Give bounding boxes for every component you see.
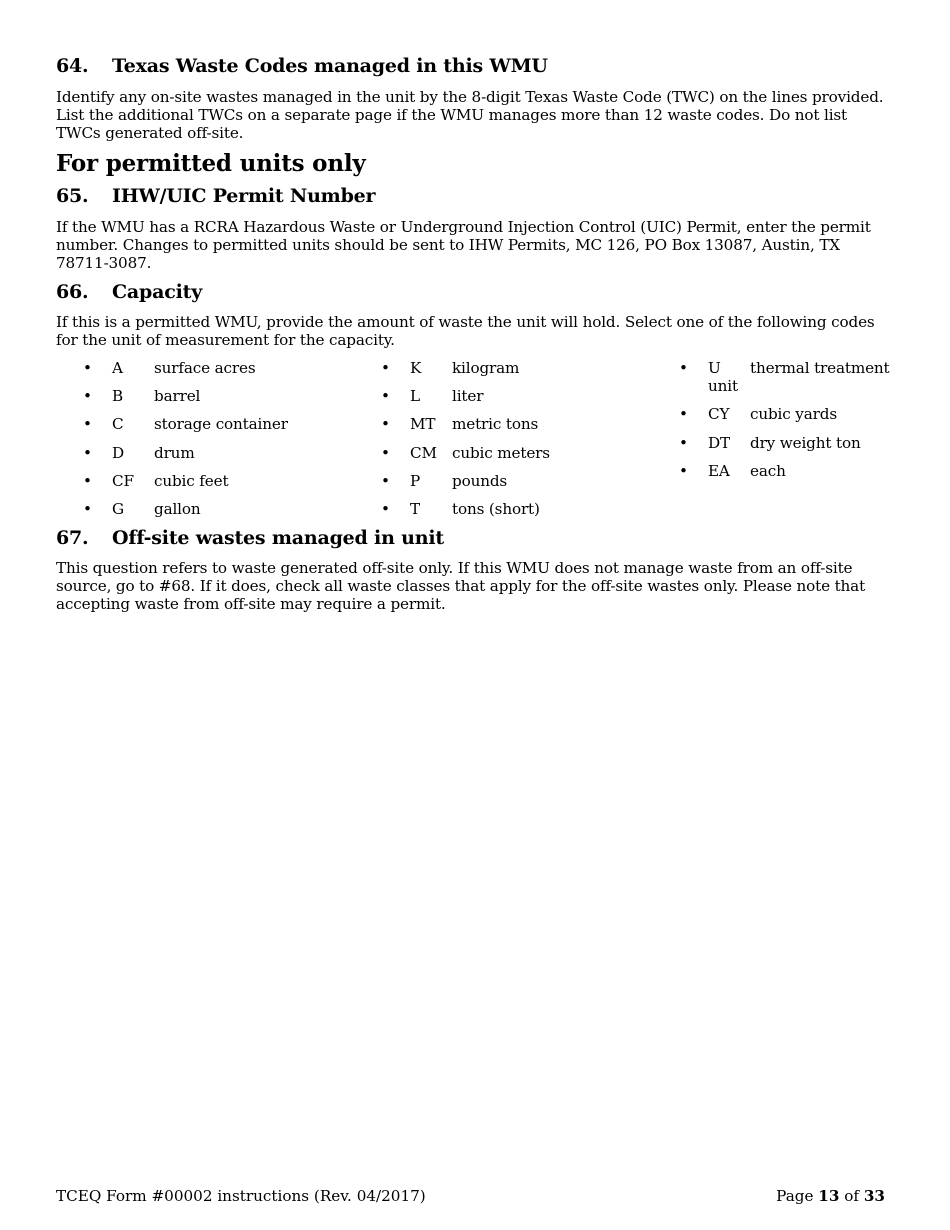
capacity-code-item bbox=[652, 405, 892, 423]
capacity-code: C bbox=[112, 415, 124, 434]
bullet-icon: • bbox=[83, 500, 92, 519]
section-64-body: Identify any on-site wastes managed in the unit by the 8-digit Texas Waste Code (TWC) on the lines provided. List the additional TWCs on a separate page if the WMU manages more than 12 waste codes. Do not list TWCs generated off-site. bbox=[56, 88, 884, 143]
section-64-title: Texas Waste Codes managed in this WMU bbox=[112, 55, 548, 77]
bullet-icon: • bbox=[83, 359, 92, 377]
bullet-icon: • bbox=[381, 471, 390, 490]
capacity-code-item bbox=[652, 462, 892, 480]
capacity-code-label: tons (short) bbox=[452, 500, 540, 519]
capacity-code-label: cubic feet bbox=[154, 471, 229, 490]
section-65-heading bbox=[56, 185, 375, 207]
section-66-heading bbox=[56, 281, 202, 303]
capacity-code: L bbox=[410, 387, 420, 406]
capacity-code-label: gallon bbox=[154, 500, 201, 519]
capacity-code-item bbox=[354, 359, 652, 377]
capacity-code-item bbox=[652, 359, 892, 395]
capacity-code-label: cubic meters bbox=[452, 443, 550, 462]
bullet-icon: • bbox=[83, 443, 92, 462]
section-66-number: 66. bbox=[56, 281, 89, 303]
section-64-heading bbox=[56, 55, 548, 77]
capacity-code: B bbox=[112, 387, 124, 406]
capacity-code-label: cubic yards bbox=[750, 405, 837, 424]
footer-page-current: 13 bbox=[818, 1187, 840, 1205]
bullet-icon: • bbox=[679, 359, 688, 377]
footer-page-number bbox=[776, 1187, 885, 1205]
bullet-icon: • bbox=[679, 405, 688, 424]
bullet-icon: • bbox=[381, 500, 390, 519]
section-66-title: Capacity bbox=[112, 281, 203, 303]
capacity-code: CY bbox=[708, 405, 730, 424]
footer-form-id: TCEQ Form #00002 instructions (Rev. 04/2017) bbox=[56, 1187, 426, 1205]
capacity-codes-column-1 bbox=[56, 359, 354, 528]
capacity-code: U bbox=[708, 359, 721, 377]
capacity-codes-column-3 bbox=[652, 359, 892, 490]
bullet-icon: • bbox=[381, 443, 390, 462]
capacity-code-item bbox=[354, 415, 652, 433]
capacity-code: DT bbox=[708, 433, 731, 452]
section-67-title: Off-site wastes managed in unit bbox=[112, 527, 444, 549]
capacity-code-item bbox=[56, 359, 354, 377]
bullet-icon: • bbox=[679, 461, 688, 480]
capacity-code: MT bbox=[410, 415, 436, 434]
footer-page-total: 33 bbox=[863, 1187, 885, 1205]
footer-of-word: of bbox=[844, 1187, 860, 1205]
capacity-code-label: kilogram bbox=[452, 359, 520, 377]
capacity-code-item bbox=[354, 387, 652, 405]
capacity-code-item bbox=[56, 387, 354, 405]
capacity-code-item bbox=[354, 472, 652, 490]
capacity-code-label: pounds bbox=[452, 471, 508, 490]
capacity-code-label: surface acres bbox=[154, 359, 256, 377]
permitted-units-heading: For permitted units only bbox=[56, 150, 366, 177]
capacity-code-label: metric tons bbox=[452, 415, 539, 434]
capacity-code-item bbox=[56, 444, 354, 462]
section-67-number: 67. bbox=[56, 527, 89, 549]
capacity-code-label: storage container bbox=[154, 415, 288, 434]
capacity-code-label: thermal treatment unit bbox=[708, 359, 890, 396]
capacity-code-item bbox=[56, 500, 354, 518]
section-65-number: 65. bbox=[56, 185, 89, 207]
bullet-icon: • bbox=[679, 433, 688, 452]
capacity-code: D bbox=[112, 443, 125, 462]
capacity-code-item bbox=[56, 472, 354, 490]
bullet-icon: • bbox=[83, 387, 92, 406]
capacity-code-label: liter bbox=[452, 387, 484, 406]
capacity-code-item bbox=[56, 415, 354, 433]
section-65-body: If the WMU has a RCRA Hazardous Waste or Underground Injection Control (UIC) Permit, enter the permit number. Changes to permitted units should be sent to IHW Permits, MC 126, PO Box 13087, Austin, TX 78711-3087. bbox=[56, 218, 871, 273]
section-65-title: IHW/UIC Permit Number bbox=[112, 185, 376, 207]
capacity-code-item bbox=[652, 434, 892, 452]
capacity-code: T bbox=[410, 500, 420, 519]
section-67-heading bbox=[56, 527, 444, 549]
capacity-code-item bbox=[354, 500, 652, 518]
section-64-number: 64. bbox=[56, 55, 89, 77]
bullet-icon: • bbox=[83, 415, 92, 434]
capacity-code-label: drum bbox=[154, 443, 195, 462]
capacity-code-item bbox=[354, 444, 652, 462]
capacity-code-label: each bbox=[750, 461, 786, 480]
bullet-icon: • bbox=[381, 415, 390, 434]
capacity-code: P bbox=[410, 471, 421, 490]
capacity-code: K bbox=[410, 359, 422, 377]
footer-page-word: Page bbox=[776, 1187, 814, 1205]
bullet-icon: • bbox=[381, 359, 390, 377]
capacity-code: CF bbox=[112, 471, 134, 490]
bullet-icon: • bbox=[381, 387, 390, 406]
capacity-code-label: barrel bbox=[154, 387, 201, 406]
section-66-body: If this is a permitted WMU, provide the amount of waste the unit will hold. Select one of the following codes for the unit of measurement for the capacity. bbox=[56, 313, 875, 350]
capacity-code: CM bbox=[410, 443, 437, 462]
capacity-code: A bbox=[112, 359, 123, 377]
section-67-body: This question refers to waste generated off-site only. If this WMU does not manage waste from an off-site source, go to #68. If it does, check all waste classes that apply for the off-site wastes only. Please note that accepting waste from off-site may require a permit. bbox=[56, 559, 866, 614]
capacity-code-label: dry weight ton bbox=[750, 433, 861, 452]
capacity-code: G bbox=[112, 500, 124, 519]
capacity-code: EA bbox=[708, 461, 730, 480]
capacity-codes-column-2 bbox=[354, 359, 652, 528]
bullet-icon: • bbox=[83, 471, 92, 490]
